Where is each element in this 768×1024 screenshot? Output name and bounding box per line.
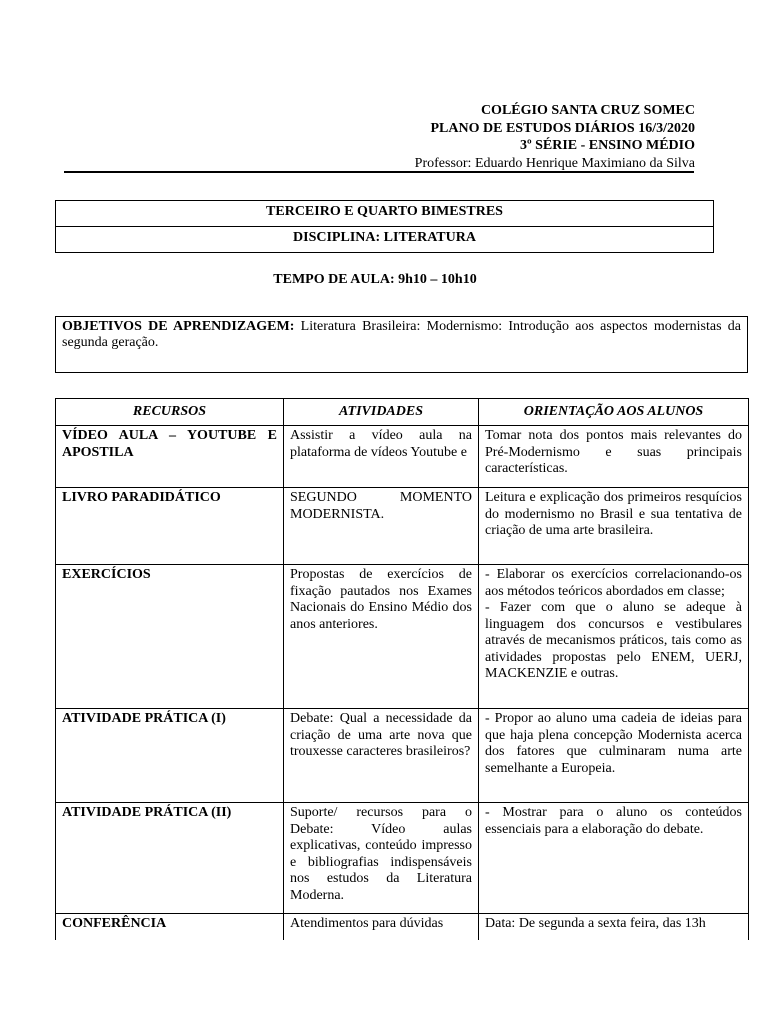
table-row xyxy=(56,565,749,709)
class-time: TEMPO DE AULA: 9h10 – 10h10 xyxy=(273,272,477,287)
resource-cell: ATIVIDADE PRÁTICA (II) xyxy=(56,803,284,914)
resource-cell: VÍDEO AULA – YOUTUBE E APOSTILA xyxy=(56,426,284,488)
bimesters-label: TERCEIRO E QUARTO BIMESTRES xyxy=(56,201,714,227)
header-activities: ATIVIDADES xyxy=(284,399,479,426)
guidance-cell xyxy=(479,565,749,709)
school-name: COLÉGIO SANTA CRUZ SOMEC xyxy=(480,103,695,118)
guidance-cell: - Mostrar para o aluno os conteúdos essenciais para a elaboração do debate. xyxy=(479,803,749,914)
guidance-cell: Leitura e explicação dos primeiros resquícios do modernismo no Brasil e sua tentativa de criação de uma arte brasileira. xyxy=(479,488,749,565)
activity-cell: SEGUNDO MOMENTO MODERNISTA. xyxy=(284,488,479,565)
table-row xyxy=(56,914,749,941)
table-row xyxy=(56,426,749,488)
table-header-row xyxy=(56,399,749,426)
activity-cell: Propostas de exercícios de fixação pautados nos Exames Nacionais do Ensino Médio dos anos anteriores. xyxy=(284,565,479,709)
guidance-line-1: - Elaborar os exercícios correlacionando-os aos métodos teóricos abordados em classe; xyxy=(485,567,742,599)
resource-cell: EXERCÍCIOS xyxy=(56,565,284,709)
table-row xyxy=(56,803,749,914)
guidance-cell: Data: De segunda a sexta feira, das 13h xyxy=(479,914,749,941)
discipline-label: DISCIPLINA: LITERATURA xyxy=(56,227,714,253)
objectives-label: OBJETIVOS DE APRENDIZAGEM: xyxy=(62,319,295,334)
table-row xyxy=(56,488,749,565)
activity-cell: Debate: Qual a necessidade da criação de uma arte nova que trouxesse caracteres brasileiros? xyxy=(284,709,479,803)
activity-cell: Atendimentos para dúvidas xyxy=(284,914,479,941)
plan-title: PLANO DE ESTUDOS DIÁRIOS 16/3/2020 xyxy=(430,120,695,136)
header-resources: RECURSOS xyxy=(56,399,284,426)
teacher-name: Professor: Eduardo Henrique Maximiano da Silva xyxy=(414,155,695,171)
resource-cell: ATIVIDADE PRÁTICA (I) xyxy=(56,709,284,803)
guidance-cell: Tomar nota dos pontos mais relevantes do Pré-Modernismo e suas principais características. xyxy=(479,426,749,488)
study-plan-table xyxy=(55,398,749,940)
guidance-cell: - Propor ao aluno uma cadeia de ideias para que haja plena concepção Modernista acerca dos fatores que culminaram numa arte semelhante a Europeia. xyxy=(479,709,749,803)
resource-cell: CONFERÊNCIA xyxy=(56,914,284,941)
guidance-line-2: - Fazer com que o aluno se adeque à linguagem dos concursos e vestibulares através de mecanismos práticos, tais como as atividades propostas pelo ENEM, UERJ, MACKENZIE e outras. xyxy=(485,600,742,681)
objectives-text: Literatura Brasileira: Modernismo: Introdução aos aspectos modernistas da segunda geração. xyxy=(62,319,741,350)
table-row xyxy=(56,709,749,803)
grade-level: 3º SÉRIE - ENSINO MÉDIO xyxy=(520,138,695,153)
resource-cell: LIVRO PARADIDÁTICO xyxy=(56,488,284,565)
activity-cell: Assistir a vídeo aula na plataforma de vídeos Youtube e xyxy=(284,426,479,488)
header-guidance: ORIENTAÇÃO AOS ALUNOS xyxy=(479,399,749,426)
activity-cell: Suporte/ recursos para o Debate: Vídeo aulas explicativas, conteúdo impresso e bibliografias indispensáveis nos estudos da Literatura Moderna. xyxy=(284,803,479,914)
